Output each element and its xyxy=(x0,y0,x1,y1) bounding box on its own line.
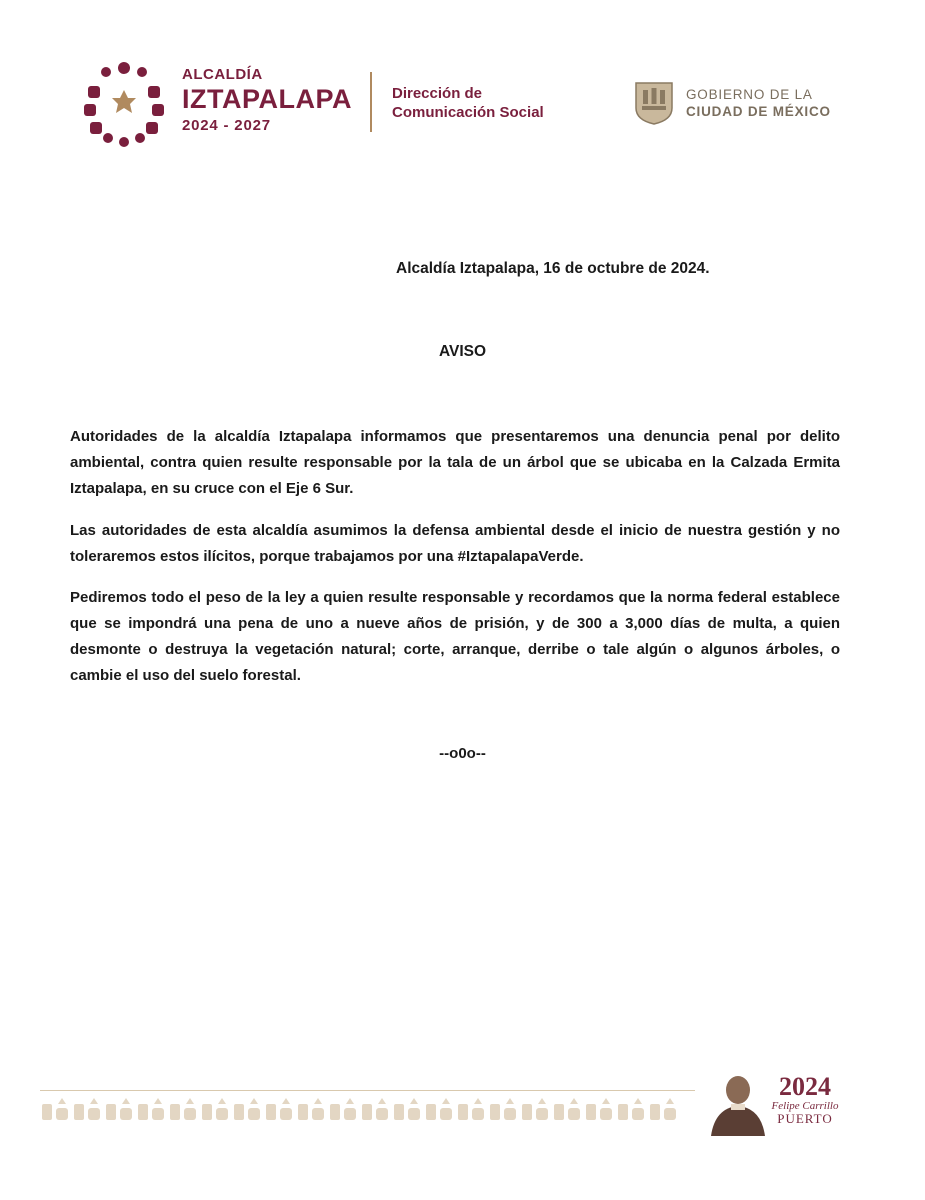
government-line-2: CIUDAD DE MÉXICO xyxy=(686,104,831,119)
footer-pattern-icon xyxy=(40,1090,695,1132)
footer-year-brand xyxy=(760,1074,850,1126)
department-line-1: Dirección de xyxy=(392,85,483,102)
cdmx-crest-icon xyxy=(633,80,675,126)
department-line-2: Comunicación Social xyxy=(392,104,544,121)
paragraph-1: Autoridades de la alcaldía Iztapalapa informamos que presentaremos una denuncia penal por delito ambiental, contra quien resulte responsable por la tala de un árbol que se ubicaba en la Calzada Ermita Iztapalapa, en su cruce con el Eje 6 Sur. xyxy=(70,428,840,497)
paragraph-3: Pediremos todo el peso de la ley a quien resulte responsable y recordamos que la norma federal establece que se impondrá una pena de uno a nueve años de prisión, y de 300 a 3,000 días de multa, a quien desmonte o destruya la vegetación natural; corte, arranque, derribe o tale algún o algunos árboles, o cambie el uso del suelo forestal. xyxy=(70,589,840,684)
closing-mark: --o0o-- xyxy=(439,745,486,762)
alcaldia-wordmark xyxy=(182,66,352,134)
footer-surname: PUERTO xyxy=(777,1111,833,1126)
alcaldia-period: 2024 - 2027 xyxy=(182,117,271,134)
alcaldia-iztapalapa-logo-icon xyxy=(78,58,170,148)
alcaldia-name: IZTAPALAPA xyxy=(182,84,352,114)
alcaldia-label: ALCALDÍA xyxy=(182,66,263,83)
document-date: Alcaldía Iztapalapa, 16 de octubre de 2024. xyxy=(396,260,710,277)
government-name xyxy=(686,86,831,120)
footer-name: Felipe Carrillo xyxy=(771,1100,839,1112)
department-name xyxy=(392,84,544,122)
document-title: AVISO xyxy=(438,343,487,360)
government-line-1: GOBIERNO DE LA xyxy=(686,87,813,102)
header-divider xyxy=(370,72,372,132)
paragraph-2: Las autoridades de esta alcaldía asumimos la defensa ambiental desde el inicio de nuestra gestión y no toleraremos estos ilícitos, porque trabajamos por una #IztapalapaVerde. xyxy=(70,522,840,565)
footer-year: 2024 xyxy=(779,1072,831,1101)
